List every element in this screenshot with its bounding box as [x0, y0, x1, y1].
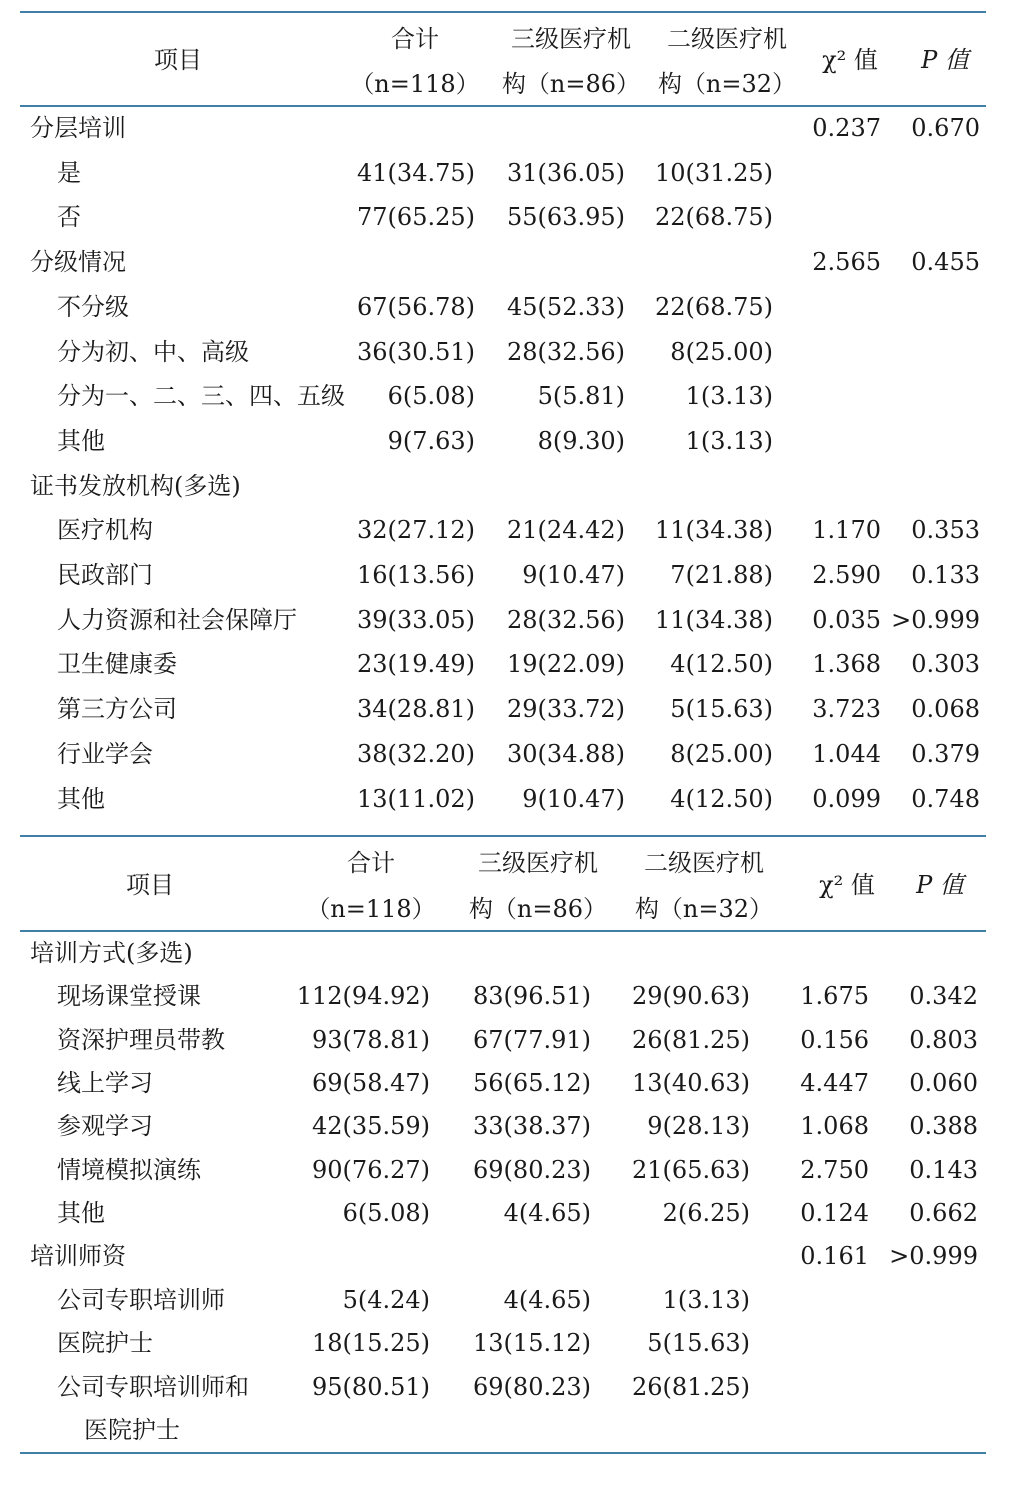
cell-p: 0.803: [909, 1025, 978, 1054]
header-tertiary-line2: 构（n=86）: [468, 895, 608, 923]
row-label: 行业学会: [57, 739, 153, 768]
header-secondary-line1: 二级医疗机: [644, 849, 764, 877]
cell-secondary: 22(68.75): [655, 203, 773, 232]
cell-chi: 3.723: [812, 695, 881, 724]
cell-p: >0.999: [891, 605, 980, 634]
header-chi: χ² 值: [822, 46, 878, 74]
cell-total: 67(56.78): [357, 292, 475, 321]
cell-tertiary: 8(9.30): [537, 426, 625, 455]
row-label: 现场课堂授课: [57, 982, 201, 1011]
table-row: [0, 598, 1033, 642]
cell-tertiary: 9(10.47): [522, 784, 625, 813]
row-label: 医院护士: [57, 1329, 153, 1358]
cell-tertiary: 56(65.12): [473, 1069, 591, 1098]
table-row: [0, 687, 1033, 731]
header-p: P 值: [921, 46, 969, 74]
cell-total: 42(35.59): [312, 1112, 430, 1141]
row-label: 培训师资: [30, 1242, 126, 1271]
cell-total: 9(7.63): [387, 426, 475, 455]
row-label: 卫生健康委: [57, 650, 177, 679]
row-label: 是: [57, 158, 81, 187]
cell-secondary: 26(81.25): [632, 1025, 750, 1054]
header-secondary-line2: 构（n=32）: [634, 895, 774, 923]
cell-chi: 1.368: [812, 650, 881, 679]
cell-tertiary: 19(22.09): [507, 650, 625, 679]
cell-tertiary: 83(96.51): [473, 982, 591, 1011]
cell-chi: 0.099: [812, 784, 881, 813]
cell-chi: 1.068: [800, 1112, 869, 1141]
cell-p: 0.342: [909, 982, 978, 1011]
row-label: 第三方公司: [57, 695, 177, 724]
header-p: P 值: [916, 871, 964, 899]
cell-total: 32(27.12): [357, 516, 475, 545]
cell-p: 0.662: [909, 1199, 978, 1228]
row-label: 分级情况: [30, 248, 126, 277]
header-item: 项目: [154, 46, 202, 74]
cell-tertiary: 31(36.05): [507, 158, 625, 187]
cell-chi: 1.044: [812, 739, 881, 768]
cell-tertiary: 69(80.23): [473, 1155, 591, 1184]
cell-secondary: 13(40.63): [632, 1069, 750, 1098]
row-label: 分为一、二、三、四、五级: [57, 382, 345, 411]
cell-p: 0.133: [911, 561, 980, 589]
header-total-line1: 合计: [391, 25, 439, 53]
row-label: 分为初、中、高级: [57, 337, 249, 366]
table-row: [0, 195, 1033, 239]
row-label: 民政部门: [57, 561, 153, 589]
cell-total: 18(15.25): [312, 1329, 430, 1358]
cell-secondary: 10(31.25): [655, 158, 773, 187]
cell-tertiary: 5(5.81): [537, 382, 625, 411]
table-row: [0, 151, 1033, 195]
table-row: [0, 419, 1033, 463]
header-secondary-line1: 二级医疗机: [667, 25, 787, 53]
cell-total: 6(5.08): [387, 382, 475, 411]
table-row: [0, 931, 1033, 975]
cell-chi: 0.237: [812, 114, 881, 142]
table-row: [0, 1018, 1033, 1062]
cell-chi: 2.590: [812, 561, 881, 589]
table-row: [0, 1061, 1033, 1105]
table-row: [0, 240, 1033, 284]
cell-chi: 0.124: [800, 1199, 869, 1228]
cell-p: 0.068: [911, 695, 980, 724]
row-label: 培训方式(多选): [30, 939, 193, 967]
cell-p: 0.353: [911, 516, 980, 545]
cell-secondary: 22(68.75): [655, 292, 773, 321]
table-row: [0, 732, 1033, 776]
cell-secondary: 8(25.00): [670, 337, 773, 366]
cell-chi: 2.750: [800, 1155, 869, 1184]
cell-p: 0.303: [911, 650, 980, 679]
table-row: [0, 1148, 1033, 1192]
header-total-line2: （n=118）: [350, 70, 480, 98]
table-row: [0, 106, 1033, 150]
row-label: 医院护士: [84, 1415, 180, 1444]
row-label: 其他: [57, 426, 105, 455]
table-row: [0, 464, 1033, 508]
cell-secondary: 4(12.50): [670, 650, 773, 679]
cell-total: 41(34.75): [357, 158, 475, 187]
header-tertiary-line1: 三级医疗机: [478, 849, 598, 877]
cell-total: 38(32.20): [357, 739, 475, 768]
cell-p: >0.999: [889, 1242, 978, 1271]
row-label: 公司专职培训师和: [57, 1372, 249, 1401]
cell-chi: 0.156: [800, 1025, 869, 1054]
row-label: 不分级: [57, 292, 129, 321]
cell-p: 0.670: [911, 114, 980, 142]
cell-tertiary: 9(10.47): [522, 561, 625, 589]
cell-secondary: 11(34.38): [655, 605, 773, 634]
cell-tertiary: 29(33.72): [507, 695, 625, 724]
table-row: [0, 1365, 1033, 1409]
header-tertiary-line1: 三级医疗机: [511, 25, 631, 53]
table1-bottom-rule: [20, 835, 986, 837]
cell-secondary: 2(6.25): [662, 1199, 750, 1228]
header-total-line1: 合计: [347, 849, 395, 877]
cell-tertiary: 67(77.91): [473, 1025, 591, 1054]
cell-secondary: 4(12.50): [670, 784, 773, 813]
row-label: 其他: [57, 1199, 105, 1228]
cell-tertiary: 28(32.56): [507, 605, 625, 634]
cell-total: 90(76.27): [312, 1155, 430, 1184]
cell-chi: 4.447: [800, 1069, 869, 1098]
cell-p: 0.143: [909, 1155, 978, 1184]
cell-tertiary: 30(34.88): [507, 739, 625, 768]
table-row: [0, 1104, 1033, 1148]
cell-tertiary: 55(63.95): [507, 203, 625, 232]
row-label: 分层培训: [30, 114, 126, 142]
table-row: [0, 777, 1033, 821]
cell-tertiary: 4(4.65): [503, 1285, 591, 1314]
row-label: 医疗机构: [57, 516, 153, 545]
cell-tertiary: 13(15.12): [473, 1329, 591, 1358]
cell-secondary: 9(28.13): [647, 1112, 750, 1141]
table-row: [0, 508, 1033, 552]
cell-total: 34(28.81): [357, 695, 475, 724]
cell-chi: 1.675: [800, 982, 869, 1011]
cell-p: 0.388: [909, 1112, 978, 1141]
cell-secondary: 11(34.38): [655, 516, 773, 545]
cell-p: 0.060: [909, 1069, 978, 1098]
cell-tertiary: 45(52.33): [507, 292, 625, 321]
table-row: [0, 1408, 1033, 1452]
cell-total: 36(30.51): [357, 337, 475, 366]
cell-total: 69(58.47): [312, 1069, 430, 1098]
cell-secondary: 1(3.13): [662, 1285, 750, 1314]
cell-total: 112(94.92): [296, 982, 430, 1011]
table-row: [0, 553, 1033, 597]
table-row: [0, 974, 1033, 1018]
cell-secondary: 29(90.63): [632, 982, 750, 1011]
header-chi: χ² 值: [819, 871, 875, 899]
table-row: [0, 1191, 1033, 1235]
table-row: [0, 1321, 1033, 1365]
table-row: [0, 330, 1033, 374]
table-row: [0, 374, 1033, 418]
cell-total: 95(80.51): [312, 1372, 430, 1401]
cell-total: 77(65.25): [357, 203, 475, 232]
header-tertiary-line2: 构（n=86）: [501, 70, 641, 98]
header-total-line2: （n=118）: [306, 895, 436, 923]
cell-tertiary: 69(80.23): [473, 1372, 591, 1401]
cell-total: 39(33.05): [357, 605, 475, 634]
cell-p: 0.748: [911, 784, 980, 813]
row-label: 线上学习: [57, 1069, 153, 1098]
row-label: 资深护理员带教: [57, 1025, 225, 1054]
table-row: [0, 642, 1033, 686]
cell-total: 16(13.56): [357, 561, 475, 589]
cell-tertiary: 33(38.37): [473, 1112, 591, 1141]
cell-total: 13(11.02): [357, 784, 475, 813]
row-label: 证书发放机构(多选): [30, 471, 241, 500]
cell-secondary: 26(81.25): [632, 1372, 750, 1401]
table2-bottom-rule: [20, 1452, 986, 1454]
cell-p: 0.379: [911, 739, 980, 768]
cell-total: 6(5.08): [342, 1199, 430, 1228]
cell-tertiary: 4(4.65): [503, 1199, 591, 1228]
header-item: 项目: [126, 871, 174, 899]
cell-tertiary: 21(24.42): [507, 516, 625, 545]
cell-secondary: 1(3.13): [685, 426, 773, 455]
header-secondary-line2: 构（n=32）: [657, 70, 797, 98]
cell-secondary: 21(65.63): [632, 1155, 750, 1184]
table-row: [0, 1234, 1033, 1278]
cell-chi: 0.035: [812, 605, 881, 634]
row-label: 参观学习: [57, 1112, 153, 1141]
cell-secondary: 7(21.88): [670, 561, 773, 589]
cell-secondary: 8(25.00): [670, 739, 773, 768]
table-row: [0, 1278, 1033, 1322]
cell-tertiary: 28(32.56): [507, 337, 625, 366]
cell-total: 23(19.49): [357, 650, 475, 679]
row-label: 情境模拟演练: [57, 1155, 201, 1184]
table1-top-rule: [20, 11, 986, 13]
cell-chi: 1.170: [812, 516, 881, 545]
row-label: 人力资源和社会保障厅: [57, 605, 297, 634]
cell-secondary: 1(3.13): [685, 382, 773, 411]
cell-chi: 0.161: [800, 1242, 869, 1271]
row-label: 其他: [57, 784, 105, 813]
row-label: 公司专职培训师: [57, 1285, 225, 1314]
cell-secondary: 5(15.63): [647, 1329, 750, 1358]
table-row: [0, 285, 1033, 329]
cell-chi: 2.565: [812, 248, 881, 277]
cell-p: 0.455: [911, 248, 980, 277]
cell-total: 5(4.24): [342, 1285, 430, 1314]
cell-secondary: 5(15.63): [670, 695, 773, 724]
row-label: 否: [57, 203, 81, 232]
cell-total: 93(78.81): [312, 1025, 430, 1054]
